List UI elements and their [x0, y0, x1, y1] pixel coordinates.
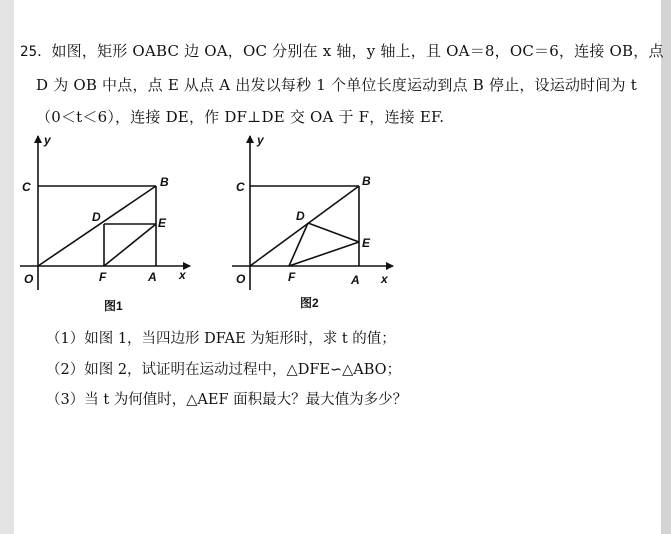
fig1-label-e: E	[158, 216, 167, 230]
fig2-label-f: F	[288, 270, 296, 284]
fig2-segment-de	[308, 223, 359, 242]
fig2-diagonal-ob	[250, 186, 359, 266]
fig1-label-d: D	[92, 210, 101, 224]
question-3: （3）当 t 为何值时，△AEF 面积最大？最大值为多少？	[46, 392, 408, 408]
fig1-label-c: C	[22, 180, 31, 194]
fig2-segment-ef	[289, 242, 359, 266]
figure-1	[20, 136, 190, 290]
problem-text-1: 如图，矩形 OABC 边 OA，OC 分别在 x 轴，y 轴上，且 OA＝8，OC＝6，连接 OB，点	[51, 42, 664, 60]
problem-text-3: （0＜t＜6），连接 DE，作 DF⊥DE 交 OA 于 F，连接 EF.	[36, 108, 445, 126]
fig2-label-d: D	[296, 209, 305, 223]
fig1-segment-ef	[104, 224, 156, 266]
fig1-label-x: x	[179, 268, 186, 282]
question-1: （1）如图 1，当四边形 DFAE 为矩形时，求 t 的值；	[46, 331, 396, 347]
fig2-label-y: y	[257, 133, 264, 147]
fig2-label-a: A	[351, 273, 360, 287]
fig2-label-b: B	[362, 174, 371, 188]
figure-2	[232, 136, 393, 290]
figure-2-labels	[236, 133, 389, 310]
fig1-label-a: A	[148, 270, 157, 284]
fig1-label-f: F	[99, 270, 107, 284]
fig1-label-o: O	[24, 272, 34, 286]
fig1-diagonal-ob	[38, 186, 156, 266]
figure-1-labels	[22, 133, 187, 313]
fig1-caption: 图1	[104, 299, 123, 313]
fig1-label-b: B	[160, 175, 169, 189]
fig2-label-x: x	[381, 272, 388, 286]
problem-text-2: D 为 OB 中点，点 E 从点 A 出发以每秒 1 个单位长度运动到点 B 停止，设运动时间为 t	[36, 76, 637, 94]
question-2: （2）如图 2，试证明在运动过程中，△DFE∽△ABO；	[46, 362, 402, 378]
fig2-label-c: C	[236, 180, 245, 194]
fig2-label-e: E	[362, 236, 371, 250]
fig2-caption: 图2	[300, 296, 319, 310]
fig1-label-y: y	[44, 133, 51, 147]
fig2-label-o: O	[236, 272, 246, 286]
problem-number: 25．	[20, 44, 52, 60]
